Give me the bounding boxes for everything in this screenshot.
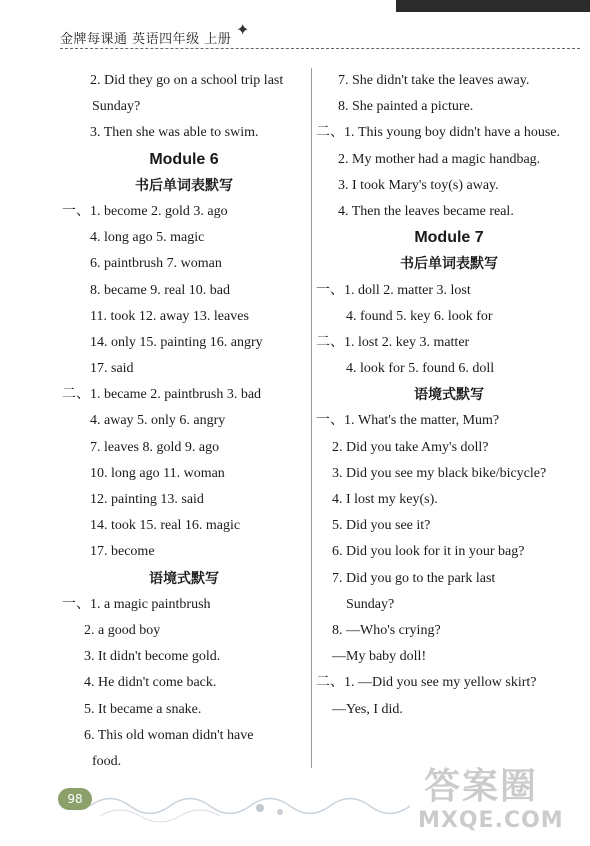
answer-line: 4. found 5. key 6. look for (346, 308, 493, 324)
answer-line: 3. Did you see my black bike/bicycle? (332, 465, 547, 481)
answer-line: 一、1. What's the matter, Mum? (316, 413, 500, 429)
answer-line: 4. look for 5. found 6. doll (346, 361, 495, 377)
section-heading: 书后单词表默写 (135, 177, 233, 194)
answer-line: Sunday? (92, 99, 141, 115)
answer-line: 7. She didn't take the leaves away. (338, 73, 530, 88)
sparkle-icon: ✦ (236, 22, 250, 39)
answer-line: 11. took 12. away 13. leaves (90, 308, 249, 324)
page-header (60, 22, 580, 52)
answer-line: 4. away 5. only 6. angry (90, 413, 226, 429)
answer-line: 二、1. lost 2. key 3. matter (316, 334, 470, 350)
answer-line: Sunday? (346, 596, 395, 612)
answer-line: 12. painting 13. said (90, 492, 204, 507)
answer-line: 17. become (90, 544, 155, 560)
left-column (62, 68, 306, 775)
answer-line: 2. Did they go on a school trip last (90, 73, 284, 88)
watermark-url: MXQE.COM (418, 808, 564, 833)
answer-line: —Yes, I did. (332, 701, 403, 717)
answer-line: 2. Did you take Amy's doll? (332, 439, 489, 455)
answer-line: 4. long ago 5. magic (90, 230, 205, 246)
answer-line: 3. I took Mary's toy(s) away. (338, 177, 499, 193)
answer-line: 8. She painted a picture. (338, 99, 474, 115)
answer-line: food. (92, 753, 122, 769)
answer-line: 二、1. —Did you see my yellow skirt? (316, 675, 537, 691)
answer-line: 4. He didn't come back. (84, 675, 217, 691)
answer-line: 3. Then she was able to swim. (90, 125, 259, 141)
top-dark-bar (396, 0, 590, 12)
answer-line: 10. long ago 11. woman (90, 465, 225, 481)
answer-line: 一、1. a magic paintbrush (62, 596, 211, 612)
module-heading: Module 7 (414, 229, 484, 247)
answer-line: 8. —Who's crying? (332, 622, 441, 638)
answer-line: 4. I lost my key(s). (332, 492, 438, 507)
answer-line: 5. Did you see it? (332, 518, 431, 534)
answer-line: 14. took 15. real 16. magic (90, 518, 241, 534)
page-number-badge: 98 (58, 788, 92, 810)
answer-line: —My baby doll! (332, 649, 427, 665)
answer-line: 6. This old woman didn't have (84, 727, 254, 743)
right-column (316, 68, 582, 723)
answer-line: 7. leaves 8. gold 9. ago (90, 439, 220, 455)
answer-line: 二、1. This young boy didn't have a house. (316, 125, 560, 141)
watermark-logo-text: 答案圈 (424, 766, 539, 807)
answer-line: 14. only 15. painting 16. angry (90, 334, 263, 350)
watermark (418, 756, 588, 842)
book-title: 金牌每课通 英语四年级 上册 (60, 32, 232, 47)
answer-line: 2. a good boy (84, 622, 161, 638)
section-heading: 语境式默写 (149, 570, 219, 587)
answer-line: 2. My mother had a magic handbag. (338, 151, 541, 167)
answer-line: 6. paintbrush 7. woman (90, 256, 222, 272)
answer-line: 一、1. become 2. gold 3. ago (62, 203, 228, 219)
section-heading: 语境式默写 (414, 387, 484, 404)
module-heading: Module 6 (149, 150, 219, 168)
answer-line: 4. Then the leaves became real. (338, 203, 514, 219)
answer-line: 5. It became a snake. (84, 701, 202, 717)
column-divider (311, 68, 312, 768)
answer-line: 二、1. became 2. paintbrush 3. bad (62, 387, 262, 403)
answer-line: 8. became 9. real 10. bad (90, 282, 230, 298)
answer-line: 7. Did you go to the park last (332, 570, 496, 586)
answer-line: 一、1. doll 2. matter 3. lost (316, 282, 471, 298)
answer-line: 17. said (90, 361, 134, 377)
wave-decoration-icon (90, 786, 430, 826)
answer-line: 3. It didn't become gold. (84, 649, 221, 665)
header-dashed-rule (60, 48, 580, 49)
answer-line: 6. Did you look for it in your bag? (332, 544, 525, 560)
section-heading: 书后单词表默写 (400, 256, 498, 273)
